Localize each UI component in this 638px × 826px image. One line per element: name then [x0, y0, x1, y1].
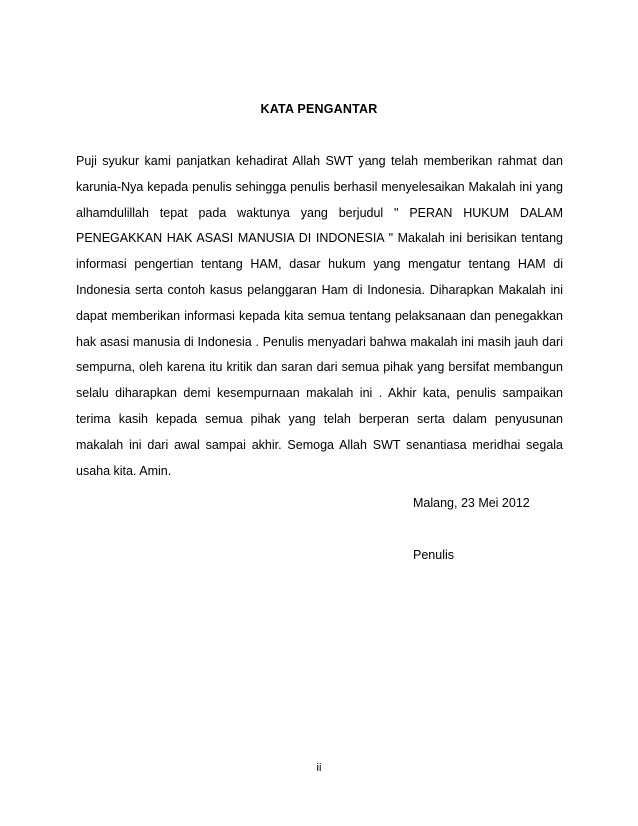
paragraph-line: terima kasih kepada semua pihak yang telah berperan serta dalam penyusunan	[76, 411, 563, 426]
paragraph-line: informasi pengertian tentang HAM, dasar hukum yang mengatur tentang HAM di	[76, 257, 563, 272]
paragraph-line: selalu diharapkan demi kesempurnaan makalah ini . Akhir kata, penulis sampaikan	[76, 386, 563, 401]
page-number: ii	[316, 762, 322, 774]
paragraph-line: sempurna, oleh karena itu kritik dan saran dari semua pihak yang bersifat membangun	[76, 360, 563, 375]
document-title: KATA PENGANTAR	[260, 102, 378, 116]
preface-paragraph	[76, 149, 563, 484]
paragraph-line: karunia-Nya kepada penulis sehingga penulis berhasil menyelesaikan Makalah ini yang	[76, 179, 563, 194]
paragraph-line: Puji syukur kami panjatkan kehadirat Allah SWT yang telah memberikan rahmat dan	[76, 154, 563, 168]
paragraph-line: makalah ini dari awal sampai akhir. Semoga Allah SWT senantiasa meridhai segala	[76, 437, 563, 452]
paragraph-line: alhamdulillah tepat pada waktunya yang berjudul " PERAN HUKUM DALAM	[76, 205, 563, 220]
paragraph-line: Indonesia serta contoh kasus pelanggaran Ham di Indonesia. Diharapkan Makalah ini	[76, 282, 563, 297]
author-signature: Penulis	[413, 548, 454, 562]
paragraph-line: usaha kita. Amin.	[76, 463, 172, 478]
paragraph-line: PENEGAKKAN HAK ASASI MANUSIA DI INDONESIA " Makalah ini berisikan tentang	[76, 231, 563, 246]
paragraph-line: hak asasi manusia di Indonesia . Penulis menyadari bahwa makalah ini masih jauh dari	[76, 334, 563, 349]
place-date: Malang, 23 Mei 2012	[413, 496, 530, 510]
paragraph-line: dapat memberikan informasi kepada kita semua tentang pelaksanaan dan penegakkan	[76, 308, 563, 323]
